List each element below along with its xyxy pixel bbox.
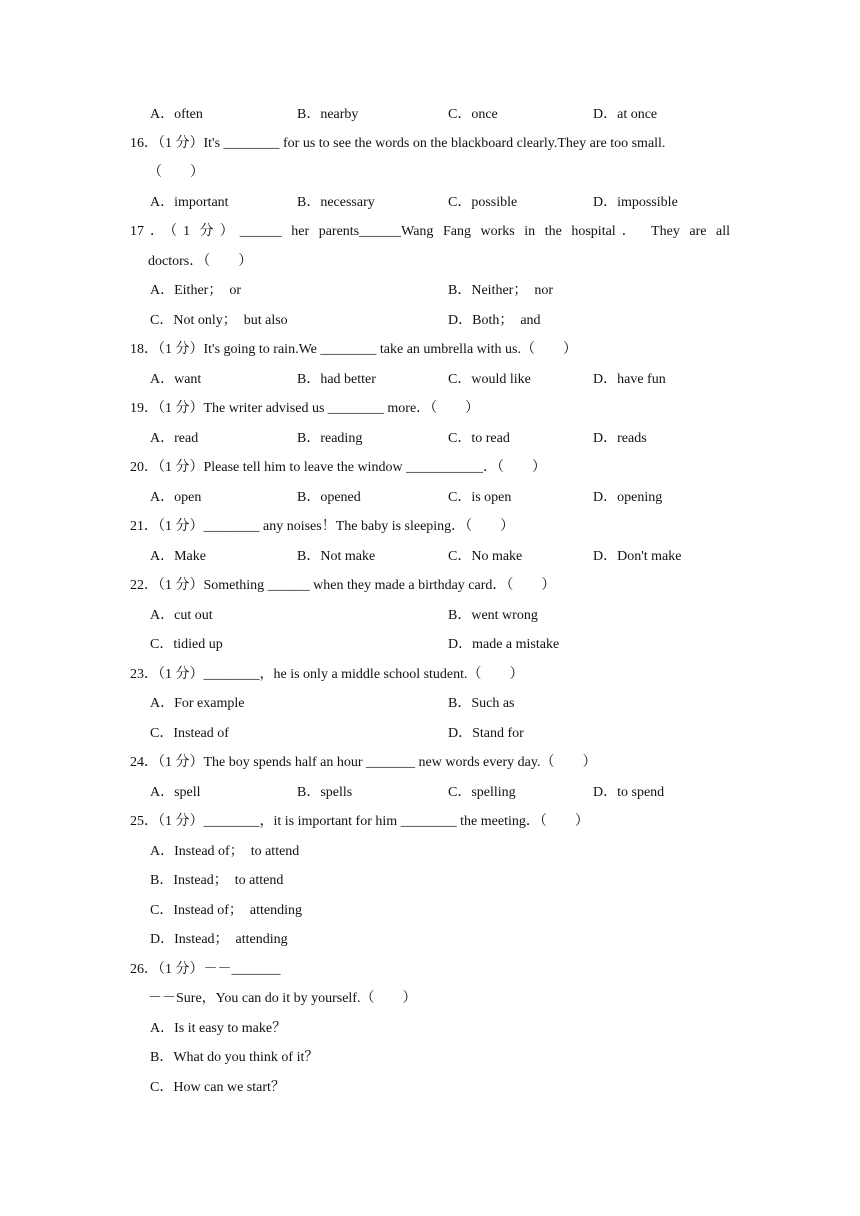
q16-stem-cont: （ ） xyxy=(148,165,204,180)
q15-option-d: D．at once xyxy=(593,107,658,122)
q16-option-b: B．necessary xyxy=(297,195,375,210)
q16-stem: 16．（1 分）It's ________ for us to see the words on the blackboard clearly.They are too small. xyxy=(130,136,666,151)
q21-option-b: B．Not make xyxy=(297,549,376,564)
q22-stem: 22．（1 分）Something ______ when they made a birthday card．（ ） xyxy=(130,578,556,593)
q22-option-b: B．went wrong xyxy=(448,608,538,623)
q16-option-d: D．impossible xyxy=(593,195,678,210)
q25-stem: 25．（1 分）________，it is important for him ________ the meeting．（ ） xyxy=(130,814,589,829)
q17-option-b: B．Neither； nor xyxy=(448,283,553,298)
q19-option-d: D．reads xyxy=(593,431,647,446)
q18-option-c: C．would like xyxy=(448,372,531,387)
q17-stem-cont: doctors．（ ） xyxy=(148,254,253,269)
q22-option-d: D．made a mistake xyxy=(448,637,560,652)
q26-stem-cont: －－Sure，You can do it by yourself.（ ） xyxy=(148,991,417,1006)
q24-option-b: B．spells xyxy=(297,785,353,800)
q23-option-a: A．For example xyxy=(150,696,245,711)
q18-option-d: D．have fun xyxy=(593,372,666,387)
q25-option-c: C．Instead of； attending xyxy=(150,903,303,918)
q22-option-a: A．cut out xyxy=(150,608,213,623)
q17-option-c: C．Not only； but also xyxy=(150,313,288,328)
q25-option-a: A．Instead of； to attend xyxy=(150,844,300,859)
q20-option-d: D．opening xyxy=(593,490,663,505)
q20-option-b: B．opened xyxy=(297,490,361,505)
q19-option-c: C．to read xyxy=(448,431,510,446)
q26-option-c: C．How can we start？ xyxy=(150,1080,285,1095)
q16-option-c: C．possible xyxy=(448,195,518,210)
q17-option-a: A．Either； or xyxy=(150,283,241,298)
q23-option-c: C．Instead of xyxy=(150,726,229,741)
q18-option-a: A．want xyxy=(150,372,202,387)
q26-stem: 26．（1 分）－－_______ xyxy=(130,962,281,977)
q17-option-d: D．Both； and xyxy=(448,313,541,328)
q19-option-b: B．reading xyxy=(297,431,363,446)
q22-option-c: C．tidied up xyxy=(150,637,223,652)
q20-stem: 20．（1 分）Please tell him to leave the window ___________．（ ） xyxy=(130,460,547,475)
q26-option-a: A．Is it easy to make？ xyxy=(150,1021,287,1036)
q21-option-d: D．Don't make xyxy=(593,549,682,564)
q21-stem: 21．（1 分）________ any noises！The baby is sleeping．（ ） xyxy=(130,519,515,534)
q21-option-c: C．No make xyxy=(448,549,523,564)
q23-option-b: B．Such as xyxy=(448,696,515,711)
q19-stem: 19．（1 分）The writer advised us ________ more．（ ） xyxy=(130,401,480,416)
q17-stem: 17．（1 分）______ her parents______Wang Fang works in the hospital． They are all xyxy=(130,224,730,239)
q25-option-d: D．Instead； attending xyxy=(150,932,288,947)
q24-option-a: A．spell xyxy=(150,785,201,800)
q24-stem: 24．（1 分）The boy spends half an hour _______ new words every day.（ ） xyxy=(130,755,597,770)
q18-option-b: B．had better xyxy=(297,372,376,387)
q23-option-d: D．Stand for xyxy=(448,726,524,741)
q23-stem: 23．（1 分）________，he is only a middle school student.（ ） xyxy=(130,667,524,682)
q15-option-c: C．once xyxy=(448,107,498,122)
q20-option-c: C．is open xyxy=(448,490,512,505)
q26-option-b: B．What do you think of it？ xyxy=(150,1050,319,1065)
q20-option-a: A．open xyxy=(150,490,202,505)
q18-stem: 18．（1 分）It's going to rain.We ________ take an umbrella with us.（ ） xyxy=(130,342,578,357)
q25-option-b: B．Instead； to attend xyxy=(150,873,284,888)
q19-option-a: A．read xyxy=(150,431,199,446)
q21-option-a: A．Make xyxy=(150,549,206,564)
q24-option-d: D．to spend xyxy=(593,785,665,800)
q24-option-c: C．spelling xyxy=(448,785,516,800)
q15-option-b: B．nearby xyxy=(297,107,359,122)
q16-option-a: A．important xyxy=(150,195,229,210)
q15-option-a: A．often xyxy=(150,107,203,122)
